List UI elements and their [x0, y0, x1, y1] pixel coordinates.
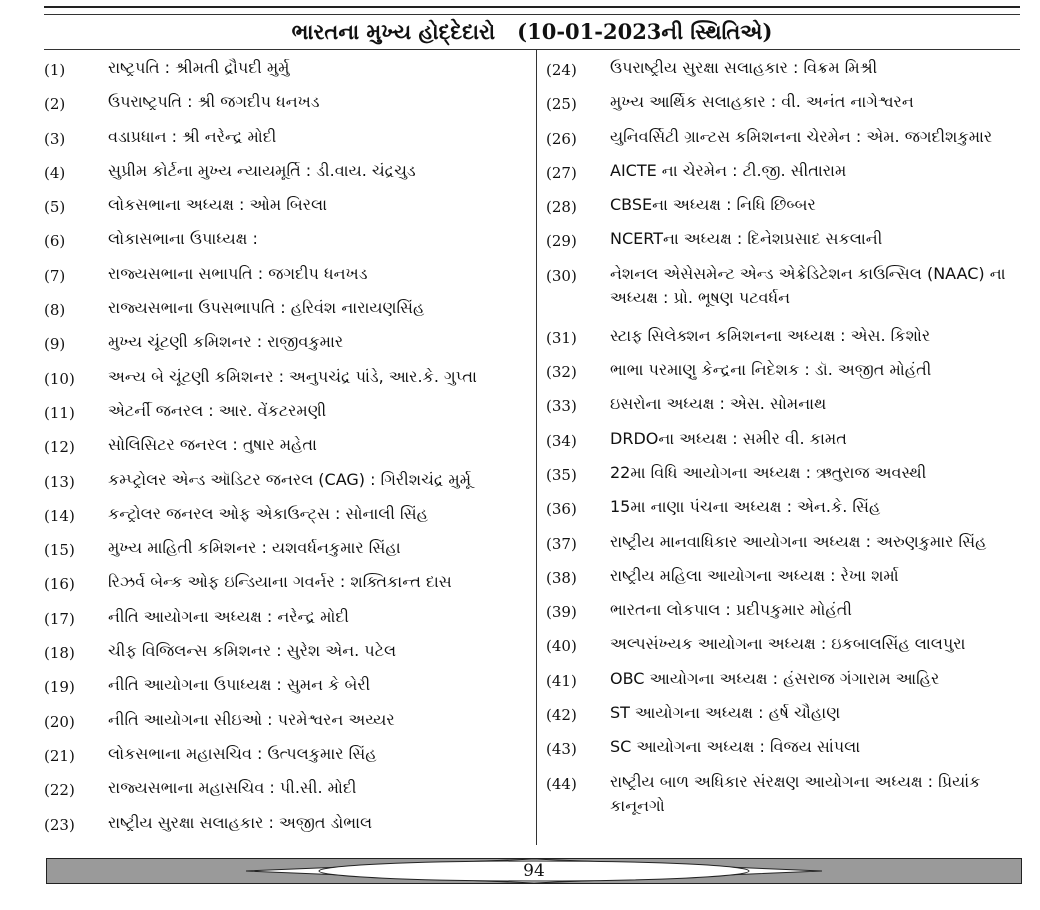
item-text: 22મા વિધિ આયોગના અધ્યક્ષ : ઋતુરાજ અવસ્થી — [610, 462, 927, 482]
item-number: (33) — [546, 397, 577, 416]
item-text: રાજ્યસભાના મહાસચિવ : પી.સી. મોદી — [108, 778, 357, 798]
item-number: (9) — [44, 335, 66, 354]
item-number: (44) — [546, 774, 577, 793]
list-item — [44, 742, 532, 776]
item-text: સોલિસિટર જનરલ : તુષાર મહેતા — [108, 435, 317, 455]
item-number: (22) — [44, 781, 75, 800]
item-number: (6) — [44, 232, 66, 251]
item-text: એટર્ની જનરલ : આર. વેંકટરમણી — [108, 400, 327, 420]
item-text: ST આયોગના અધ્યક્ષ : હર્ષ ચૌહાણ — [610, 703, 841, 723]
item-number: (25) — [546, 95, 577, 114]
list-item — [44, 330, 532, 364]
list-item — [44, 468, 532, 502]
item-number: (5) — [44, 198, 66, 217]
item-text: મુખ્ય ચૂંટણી કમિશનર : રાજીવકુમાર — [108, 332, 344, 352]
item-number: (32) — [546, 363, 577, 382]
list-item — [546, 56, 1024, 90]
item-number: (14) — [44, 506, 75, 525]
item-number: (43) — [546, 740, 577, 759]
list-item — [546, 735, 1024, 769]
item-text: ભારતના લોકપાલ : પ્રદીપકુમાર મોહંતી — [610, 600, 852, 620]
item-text: મુખ્ય આર્થિક સલાહકાર : વી. અનંત નાગેશ્વરન — [610, 92, 914, 112]
item-text: રાષ્ટ્રીય બાળ અધિકાર સંરક્ષણ આયોગના અધ્યક્ષ : પ્રિયાંક કાનૂનગો — [610, 771, 981, 815]
item-text: લોકસભાના અધ્યક્ષ : ઓમ બિરલા — [108, 195, 327, 215]
item-number: (17) — [44, 609, 75, 628]
list-item — [546, 227, 1024, 261]
list-item — [44, 502, 532, 536]
list-item — [546, 530, 1024, 564]
item-text: ભાભા પરમાણુ કેન્દ્રના નિદેશક : ડૉ. અજીત મોહંતી — [610, 360, 932, 380]
item-text: AICTE ના ચેરમેન : ટી.જી. સીતારામ — [610, 160, 847, 180]
list-item — [546, 632, 1024, 666]
item-text: રાષ્ટ્રીય મહિલા આયોગના અધ્યક્ષ : રેખા શર્મા — [610, 565, 899, 585]
list-item — [44, 227, 532, 261]
title-date: (10-01-2023ની સ્થિતિએ) — [517, 19, 773, 44]
item-text: અલ્પસંખ્યક આયોગના અધ્યક્ષ : ઇકબાલસિંહ લાલપુરા — [610, 634, 966, 654]
item-text: CBSEના અધ્યક્ષ : નિધિ છિબ્બર — [610, 195, 816, 215]
item-number: (1) — [44, 61, 66, 79]
list-item — [546, 193, 1024, 227]
item-number: (39) — [546, 603, 577, 622]
item-number: (38) — [546, 568, 577, 587]
item-text: ઉપરાષ્ટ્રપતિ : શ્રી જગદીપ ધનખડ — [108, 92, 320, 112]
list-item — [44, 56, 532, 90]
item-number: (23) — [44, 815, 75, 834]
item-number: (41) — [546, 671, 577, 690]
item-text: SC આયોગના અધ્યક્ષ : વિજય સાંપલા — [610, 737, 861, 757]
item-text: નેશનલ એસેસમેન્ટ એન્ડ એક્રેડિટેશન કાઉન્સિલ (NAAC) ના અધ્યક્ષ : પ્રો. ભૂષણ પટવર્ધન — [610, 263, 1006, 307]
list-item — [546, 90, 1024, 124]
item-number: (29) — [546, 232, 577, 251]
item-number: (8) — [44, 301, 66, 320]
item-number: (35) — [546, 465, 577, 484]
item-text: ઉપરાષ્ટ્રીય સુરક્ષા સલાહકાર : વિક્રમ મિશ્રી — [610, 58, 878, 77]
item-text: લોકાસભાના ઉપાધ્યક્ષ : — [108, 229, 258, 249]
list-item — [44, 90, 532, 124]
list-item — [44, 193, 532, 227]
list-item — [546, 598, 1024, 632]
item-number: (2) — [44, 95, 66, 114]
item-text: સુપ્રીમ કોર્ટના મુખ્ય ન્યાયમૂર્તિ : ડી.વાય. ચંદ્રચુડ — [108, 160, 416, 180]
list-item — [44, 399, 532, 433]
list-item — [546, 392, 1024, 426]
list-item — [546, 495, 1024, 529]
item-number: (28) — [546, 198, 577, 217]
item-number: (26) — [546, 129, 577, 148]
item-number: (11) — [44, 403, 75, 422]
item-text: ઇસરોના અધ્યક્ષ : એસ. સોમનાથ — [610, 394, 827, 414]
top-rule — [44, 6, 1020, 8]
item-number: (13) — [44, 472, 75, 491]
list-item — [44, 262, 532, 296]
item-text: સ્ટાફ સિલેક્શન કમિશનના અધ્યક્ષ : એસ. કિશોર — [610, 325, 931, 345]
list-item — [44, 433, 532, 467]
item-text: રાજ્યસભાના ઉપસભાપતિ : હરિવંશ નારાયણસિંહ — [108, 298, 425, 318]
item-number: (3) — [44, 129, 66, 148]
list-item — [546, 667, 1024, 701]
item-text: NCERTના અધ્યક્ષ : દિનેશપ્રસાદ સકલાની — [610, 229, 883, 249]
list-item — [44, 570, 532, 604]
item-number: (21) — [44, 746, 75, 765]
page-title — [44, 14, 1020, 50]
list-item — [546, 125, 1024, 159]
item-text: અન્ય બે ચૂંટણી કમિશનર : અનુપચંદ્ર પાંડે, આર.કે. ગુપ્તા — [108, 366, 477, 386]
item-text: રાજ્યસભાના સભાપતિ : જગદીપ ધનખડ — [108, 263, 368, 283]
item-number: (15) — [44, 541, 75, 560]
list-item — [546, 770, 1024, 832]
list-item — [44, 365, 532, 399]
list-item — [44, 159, 532, 193]
item-text: DRDOના અધ્યક્ષ : સમીર વી. કામત — [610, 428, 847, 448]
page-number: 94 — [523, 861, 545, 881]
item-text: રાષ્ટ્રપતિ : શ્રીમતી દ્રૌપદી મુર્મુ — [108, 58, 290, 77]
item-text: મુખ્ય માહિતી કમિશનર : યશવર્ધનકુમાર સિંહા — [108, 538, 401, 558]
list-item — [546, 427, 1024, 461]
list-item — [44, 536, 532, 570]
list-item — [546, 564, 1024, 598]
item-number: (16) — [44, 575, 75, 594]
list-item — [546, 262, 1024, 324]
item-text: કન્ટ્રોલર જનરલ ઓફ એકાઉન્ટ્સ : સોનાલી સિંહ — [108, 503, 429, 523]
list-item — [546, 324, 1024, 358]
item-text: રિઝર્વ બેન્ક ઓફ ઇન્ડિયાના ગવર્નર : શક્તિકાન્ત દાસ — [108, 572, 452, 592]
item-number: (42) — [546, 706, 577, 725]
item-text: નીતિ આયોગના અધ્યક્ષ : નરેન્દ્ર મોદી — [108, 606, 349, 626]
item-text: રાષ્ટ્રીય માનવાધિકાર આયોગના અધ્યક્ષ : અરુણકુમાર સિંહ — [610, 531, 987, 551]
item-text: OBC આયોગના અધ્યક્ષ : હંસરાજ ગંગારામ આહિર — [610, 668, 940, 688]
item-number: (40) — [546, 637, 577, 656]
page-footer — [46, 858, 1022, 884]
item-text: ચીફ વિજિલન્સ કમિશનર : સુરેશ એન. પટેલ — [108, 641, 397, 661]
list-item — [546, 701, 1024, 735]
item-text: વડાપ્રધાન : શ્રી નરેન્દ્ર મોદી — [108, 126, 277, 146]
left-column — [44, 56, 532, 845]
list-item — [44, 639, 532, 673]
item-number: (31) — [546, 328, 577, 347]
title-main: ભારતના મુખ્ય હોદ્દેદારો — [291, 19, 496, 44]
item-number: (10) — [44, 369, 75, 388]
item-number: (34) — [546, 431, 577, 450]
list-item — [44, 296, 532, 330]
item-number: (30) — [546, 266, 577, 285]
item-number: (7) — [44, 266, 66, 285]
right-column — [546, 56, 1024, 832]
item-number: (20) — [44, 712, 75, 731]
item-text: કમ્પ્ટ્રોલર એન્ડ ઑડિટર જનરલ (CAG) : ગિરીશચંદ્ર મુર્મૂ — [108, 469, 472, 489]
item-text: નીતિ આયોગના સીઇઓ : પરમેશ્વરન અય્યર — [108, 709, 395, 729]
item-text: નીતિ આયોગના ઉપાધ્યક્ષ : સુમન કે બેરી — [108, 675, 371, 695]
item-number: (36) — [546, 500, 577, 519]
list-item — [546, 159, 1024, 193]
item-number: (27) — [546, 163, 577, 182]
item-text: 15મા નાણા પંચના અધ્યક્ષ : એન.કે. સિંહ — [610, 497, 881, 517]
list-item — [44, 605, 532, 639]
item-number: (37) — [546, 534, 577, 553]
list-item — [44, 776, 532, 810]
item-number: (4) — [44, 163, 66, 182]
list-item — [44, 708, 532, 742]
item-text: યુનિવર્સિટી ગ્રાન્ટસ કમિશનના ચેરમેન : એમ. જગદીશકુમાર — [610, 126, 993, 146]
item-number: (18) — [44, 644, 75, 663]
list-item — [546, 358, 1024, 392]
list-item — [546, 461, 1024, 495]
item-text: લોકસભાના મહાસચિવ : ઉત્પલકુમાર સિંહ — [108, 743, 377, 763]
item-number: (12) — [44, 438, 75, 457]
list-item — [44, 125, 532, 159]
list-item — [44, 673, 532, 707]
column-divider — [536, 50, 537, 845]
list-item — [44, 811, 532, 845]
item-number: (24) — [546, 61, 577, 79]
item-number: (19) — [44, 678, 75, 697]
item-text: રાષ્ટ્રીય સુરક્ષા સલાહકાર : અજીત ડોભાલ — [108, 812, 373, 832]
